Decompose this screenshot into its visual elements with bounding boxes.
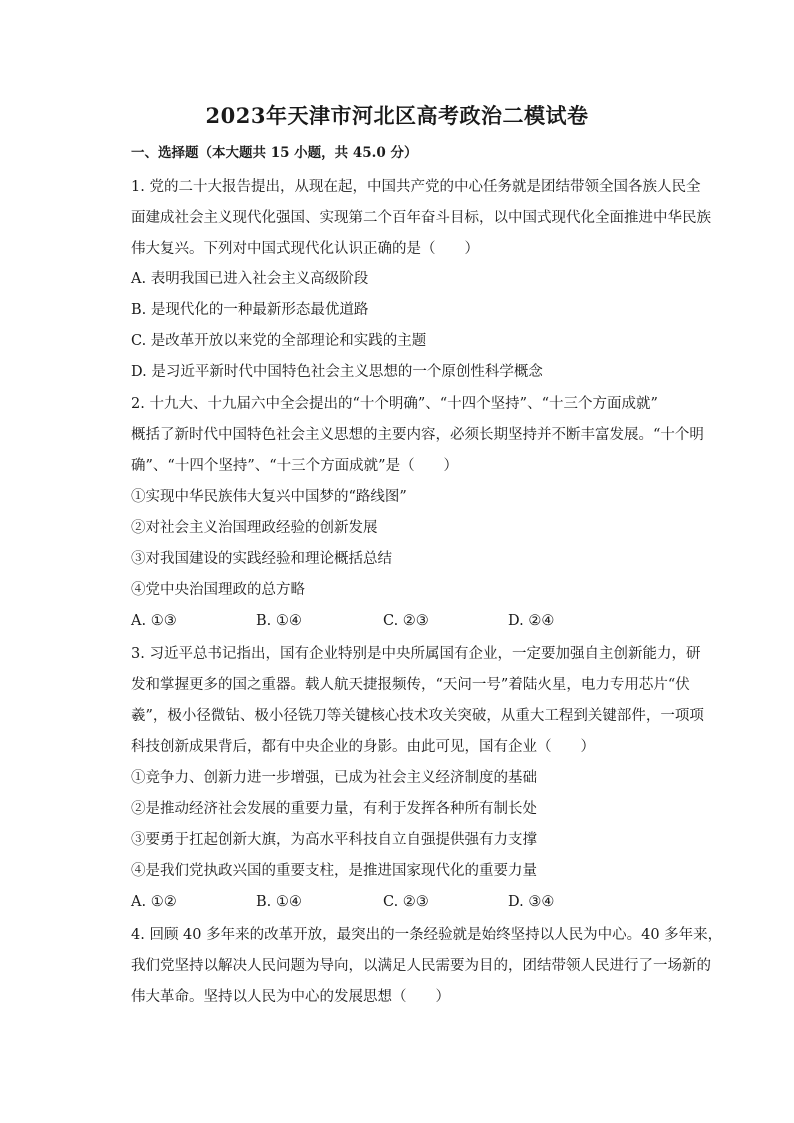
question-4-line-3: 伟大革命。坚持以人民为中心的发展思想（ ） xyxy=(131,989,450,1005)
question-1-option-a: A. 表明我国已进入社会主义高级阶段 xyxy=(131,271,369,287)
section-heading: 一、选择题（本大题共 15 小题，共 45.0 分） xyxy=(131,145,418,161)
question-1-line-3: 伟大复兴。下列对中国式现代化认识正确的是（ ） xyxy=(131,241,479,257)
question-2-item-1: ①实现中华民族伟大复兴中国梦的“路线图” xyxy=(131,489,407,505)
page-title: 2023年天津市河北区高考政治二模试卷 xyxy=(205,103,589,128)
question-2-line-2: 概括了新时代中国特色社会主义思想的主要内容，必须长期坚持并不断丰富发展。“十个明 xyxy=(131,427,704,443)
question-2-item-3: ③对我国建设的实践经验和理论概括总结 xyxy=(131,551,392,567)
question-3-choice-a: A. ①② xyxy=(131,894,177,910)
question-1-option-d: D. 是习近平新时代中国特色社会主义思想的一个原创性科学概念 xyxy=(131,364,543,380)
question-3-choice-c: C. ②③ xyxy=(383,894,429,910)
question-1-option-c: C. 是改革开放以来党的全部理论和实践的主题 xyxy=(131,333,427,349)
question-3-item-3: ③要勇于扛起创新大旗，为高水平科技自立自强提供强有力支撑 xyxy=(131,832,537,848)
question-2-line-1: 2. 十九大、十九届六中全会提出的“十个明确”、“十四个坚持”、“十三个方面成就” xyxy=(131,396,658,412)
question-2-choice-b: B. ①④ xyxy=(256,613,302,629)
question-3-choices xyxy=(131,891,691,913)
question-2-choice-a: A. ①③ xyxy=(131,613,177,629)
question-2-line-3: 确”、“十四个坚持”、“十三个方面成就”是（ ） xyxy=(131,458,459,474)
question-2-choice-d: D. ②④ xyxy=(508,613,555,629)
question-1-line-1: 1. 党的二十大报告提出，从现在起，中国共产党的中心任务就是团结带领全国各族人民全 xyxy=(131,179,701,195)
question-2-choices xyxy=(131,610,691,632)
question-1-line-2: 面建成社会主义现代化强国、实现第二个百年奋斗目标，以中国式现代化全面推进中华民族 xyxy=(131,210,711,226)
question-3-choice-d: D. ③④ xyxy=(508,894,555,910)
question-3-item-2: ②是推动经济社会发展的重要力量，有利于发挥各种所有制长处 xyxy=(131,801,537,817)
question-3-item-1: ①竞争力、创新力进一步增强，已成为社会主义经济制度的基础 xyxy=(131,770,537,786)
question-4-line-1: 4. 回顾 40 多年来的改革开放，最突出的一条经验就是始终坚持以人民为中心。40 多年来， xyxy=(131,927,723,943)
question-2-choice-c: C. ②③ xyxy=(383,613,429,629)
question-2-item-2: ②对社会主义治国理政经验的创新发展 xyxy=(131,520,378,536)
question-4-line-2: 我们党坚持以解决人民问题为导向，以满足人民需要为目的，团结带领人民进行了一场新的 xyxy=(131,958,711,974)
question-3-item-4: ④是我们党执政兴国的重要支柱，是推进国家现代化的重要力量 xyxy=(131,863,537,879)
question-3-line-2: 发和掌握更多的国之重器。载人航天捷报频传，“天问一号”着陆火星，电力专用芯片“伏 xyxy=(131,677,690,693)
question-2-item-4: ④党中央治国理政的总方略 xyxy=(131,582,305,598)
question-3-choice-b: B. ①④ xyxy=(256,894,302,910)
question-3-line-3: 羲”，极小径微钻、极小径铣刀等关键核心技术攻关突破，从重大工程到关键部件，一项项 xyxy=(131,708,704,724)
question-3-line-4: 科技创新成果背后，都有中央企业的身影。由此可见，国有企业（ ） xyxy=(131,739,595,755)
question-1-option-b: B. 是现代化的一种最新形态最优道路 xyxy=(131,302,369,318)
question-3-line-1: 3. 习近平总书记指出，国有企业特别是中央所属国有企业，一定要加强自主创新能力，研 xyxy=(131,646,701,662)
